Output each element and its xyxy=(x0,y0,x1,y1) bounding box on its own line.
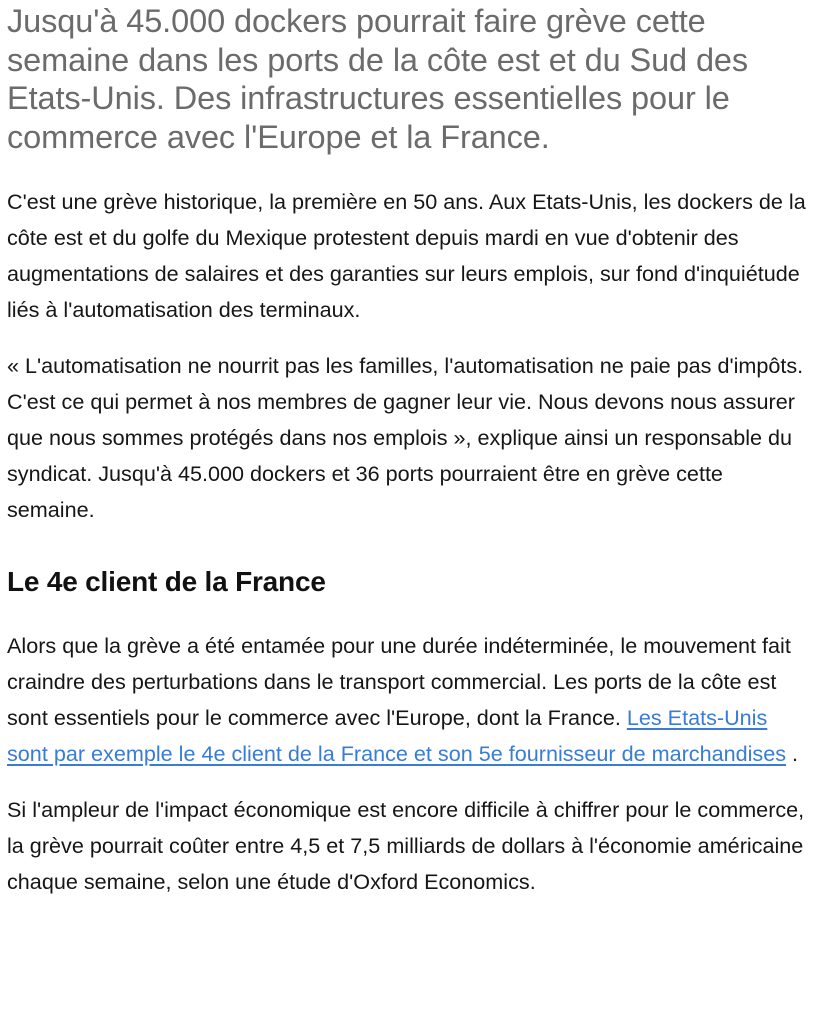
article-paragraph: Si l'ampleur de l'impact économique est encore difficile à chiffrer pour le commerce, la grève pourrait coûter entre 4,5 et 7,5 milliards de dollars à l'économie américaine chaque semaine, selon une étude d'Oxford Economics. xyxy=(7,797,805,894)
paragraph-text-end: . xyxy=(786,741,799,766)
article-quote-paragraph: « L'automatisation ne nourrit pas les familles, l'automatisation ne paie pas d'impôts. C'est ce qui permet à nos membres de gagner leur vie. Nous devons nous assurer que nous sommes protégés dans nos emplois », explique ainsi un responsable du syndicat. Jusqu'à 45.000 dockers et 36 ports pourraient être en grève cette semaine. xyxy=(7,353,804,522)
paragraph-text: Alors que la grève a été entamée pour une durée indéterminée, le mouvement fait craindre des perturbations dans le transport commercial. Les ports de la côte est sont essentiels pour le commerce avec l'Europe, dont la France. xyxy=(7,633,791,730)
article-paragraph: C'est une grève historique, la première en 50 ans. Aux Etats-Unis, les dockers de la côte est et du golfe du Mexique protestent depuis mardi en vue d'obtenir des augmentations de salaires et des garanties sur leurs emplois, sur fond d'inquiétude liés à l'automatisation des terminaux. xyxy=(7,189,806,322)
article-lead: Jusqu'à 45.000 dockers pourrait faire grève cette semaine dans les ports de la côte est et du Sud des Etats-Unis. Des infrastructures essentielles pour le commerce avec l'Europe et la France. xyxy=(7,3,749,155)
trade-partner-link[interactable]: Les Etats-Unis sont par exemple le 4e client de la France et son 5e fournisseur de marchandises xyxy=(7,705,787,766)
article-paragraph-with-link xyxy=(7,628,814,772)
section-heading: Le 4e client de la France xyxy=(7,566,326,597)
